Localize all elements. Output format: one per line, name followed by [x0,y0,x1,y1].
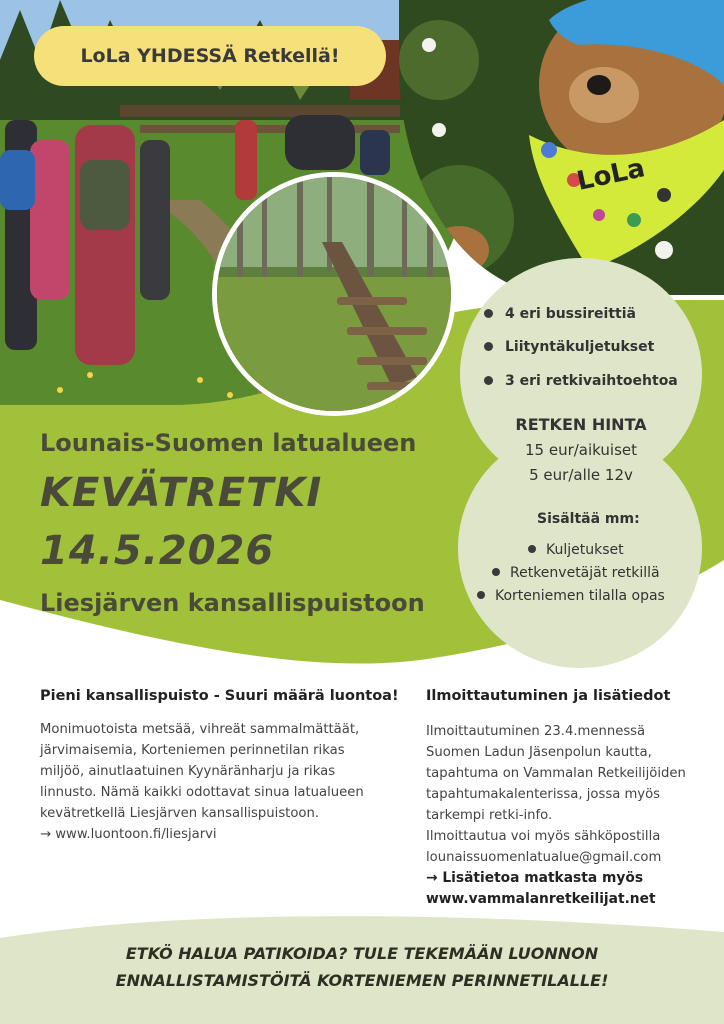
boardwalk-illustration [217,177,451,411]
right-column-title: Ilmoittautuminen ja lisätiedot [426,688,671,704]
event-badge [34,26,386,86]
includes-title: Sisältää mm: [537,511,640,527]
price-title: RETKEN HINTA [515,415,647,434]
right-column-text: Ilmoittautuminen 23.4.mennessä Suomen Ladun Jäsenpolun kautta, tapahtuma on Vammalan Retkeilijöiden tapahtumakalenterissa, jossa myös tarkempi retki-info. Ilmoittautua voi myös sähköpostilla lounaissuomenlatualue@gmail.com → Lisätietoa matkasta myös www.vammalanretkeilijat.net [426,721,686,910]
feature-item: 3 eri retkivaihtoehtoa [484,373,678,389]
luontoon-link[interactable]: → www.luontoon.fi/liesjarvi [40,827,217,842]
headline-destination: Liesjärven kansallispuistoon [40,589,425,617]
bullet-icon [492,568,500,576]
bullet-icon [484,309,493,318]
event-badge-text: LoLa YHDESSÄ Retkellä! [80,45,340,67]
bullet-icon [484,376,493,385]
price-adults: 15 eur/aikuiset [525,441,637,459]
bullet-icon [484,342,493,351]
left-column-text: Monimuotoista metsää, vihreät sammalmättäät, järvimaisemia, Korteniemen perinnetilan rikas miljöö, ainutlaatuinen Kyynäränharju ja rikas linnusto. Nämä kaikki odottavat sinua latualueen kevätretkellä Liesjärven kansallispuistoon. → www.luontoon.fi/liesjarvi [40,719,364,845]
bullet-icon [528,545,536,553]
headline-region: Lounais-Suomen latualueen [40,429,417,457]
price-children: 5 eur/alle 12v [529,466,633,484]
headline-event: KEVÄTRETKI [40,470,323,516]
bandana-text: LoLa [574,153,648,197]
left-column-title: Pieni kansallispuisto - Suuri määrä luontoa! [40,688,399,704]
feature-item: Liityntäkuljetukset [484,339,654,355]
headline-date: 14.5.2026 [40,528,275,574]
bullet-icon [477,591,485,599]
boardwalk-photo [212,172,456,416]
email-link[interactable]: lounaissuomenlatualue@gmail.com [426,850,662,865]
website-link[interactable]: www.vammalanretkeilijat.net [426,891,656,907]
feature-item: 4 eri bussireittiä [484,306,636,322]
bottom-call-to-action [0,940,724,994]
includes-item: Kuljetukset [528,542,624,558]
includes-item: Retkenvetäjät retkillä [492,565,660,581]
bottom-line-2: ENNALLISTAMISTÖITÄ KORTENIEMEN PERINNETILALLE! [115,971,609,990]
bottom-line-1: ETKÖ HALUA PATIKOIDA? TULE TEKEMÄÄN LUONNON [125,944,599,963]
includes-item: Korteniemen tilalla opas [477,588,665,604]
